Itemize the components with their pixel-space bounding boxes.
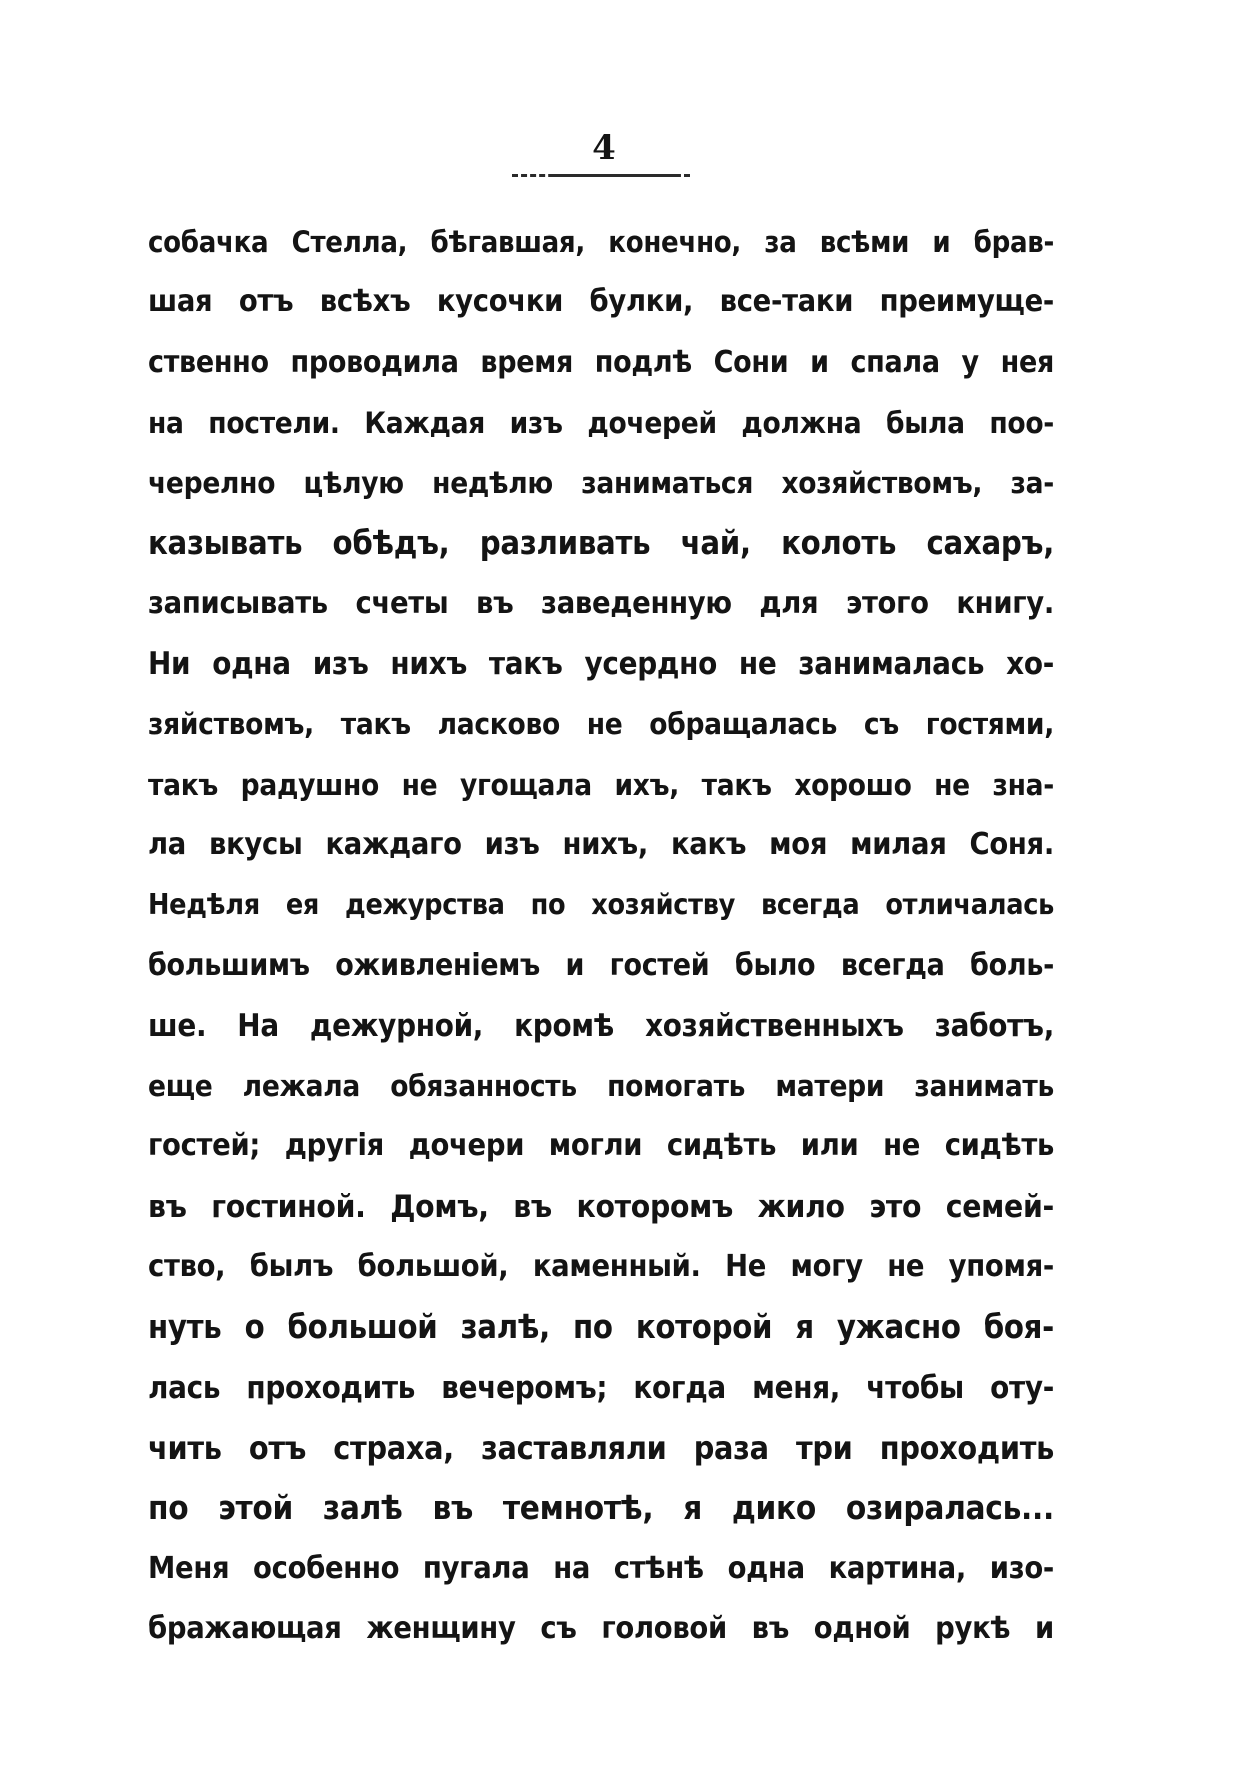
text-line: лась проходить вечеромъ; когда меня, чтобы оту- — [148, 1369, 1054, 1406]
text-line: бражающая женщину съ головой въ одной рукѣ и — [148, 1610, 1054, 1646]
text-line: записывать счеты въ заведенную для этого книгу. — [148, 585, 1054, 621]
page-header — [0, 128, 1259, 188]
text-line: ство, былъ большой, каменный. Не могу не упомя- — [148, 1249, 1054, 1285]
text-line: ла вкусы каждаго изъ нихъ, какъ моя милая Соня. — [148, 826, 1054, 862]
text-line: въ гостиной. Домъ, въ которомъ жило это семей- — [148, 1188, 1054, 1225]
body-text — [148, 212, 1054, 1659]
text-line: гостей; другія дочери могли сидѣть или не сидѣть — [148, 1128, 1054, 1164]
text-line: казывать обѣдъ, разливать чай, колоть сахаръ, — [148, 524, 1054, 563]
text-line: чить отъ страха, заставляли раза три проходить — [148, 1428, 1054, 1467]
page-number: 4 — [592, 128, 616, 168]
text-line: черелно цѣлую недѣлю заниматься хозяйствомъ, за- — [148, 466, 1054, 501]
text-line: на постели. Каждая изъ дочерей должна была поо- — [148, 405, 1054, 440]
text-line: нуть о большой залѣ, по которой я ужасно боя- — [148, 1308, 1054, 1347]
text-line: еще лежала обязанность помогать матери занимать — [148, 1069, 1054, 1104]
text-line: по этой залѣ въ темнотѣ, я дико озиралась... — [148, 1488, 1054, 1528]
text-line: шая отъ всѣхъ кусочки булки, все-таки преимуще- — [148, 284, 1054, 320]
text-line: большимъ оживленіемъ и гостей было всегда боль- — [148, 947, 1054, 983]
text-line: Недѣля ея дежурства по хозяйству всегда отличалась — [148, 888, 1054, 922]
text-line: зяйствомъ, такъ ласково не обращалась съ гостями, — [148, 707, 1054, 742]
text-line: собачка Стелла, бѣгавшая, конечно, за всѣми и брав- — [148, 225, 1054, 259]
text-line: Меня особенно пугала на стѣнѣ одна картина, изо- — [148, 1550, 1054, 1586]
text-line: такъ радушно не угощала ихъ, такъ хорошо не зна- — [148, 767, 1054, 802]
text-line: ственно проводила время подлѣ Сони и спала у нея — [148, 344, 1054, 380]
text-line: Ни одна изъ нихъ такъ усердно не занималась хо- — [148, 646, 1054, 683]
text-line: ше. На дежурной, кромѣ хозяйственныхъ заботъ, — [148, 1007, 1054, 1044]
page-number-rule-solid — [552, 174, 680, 177]
